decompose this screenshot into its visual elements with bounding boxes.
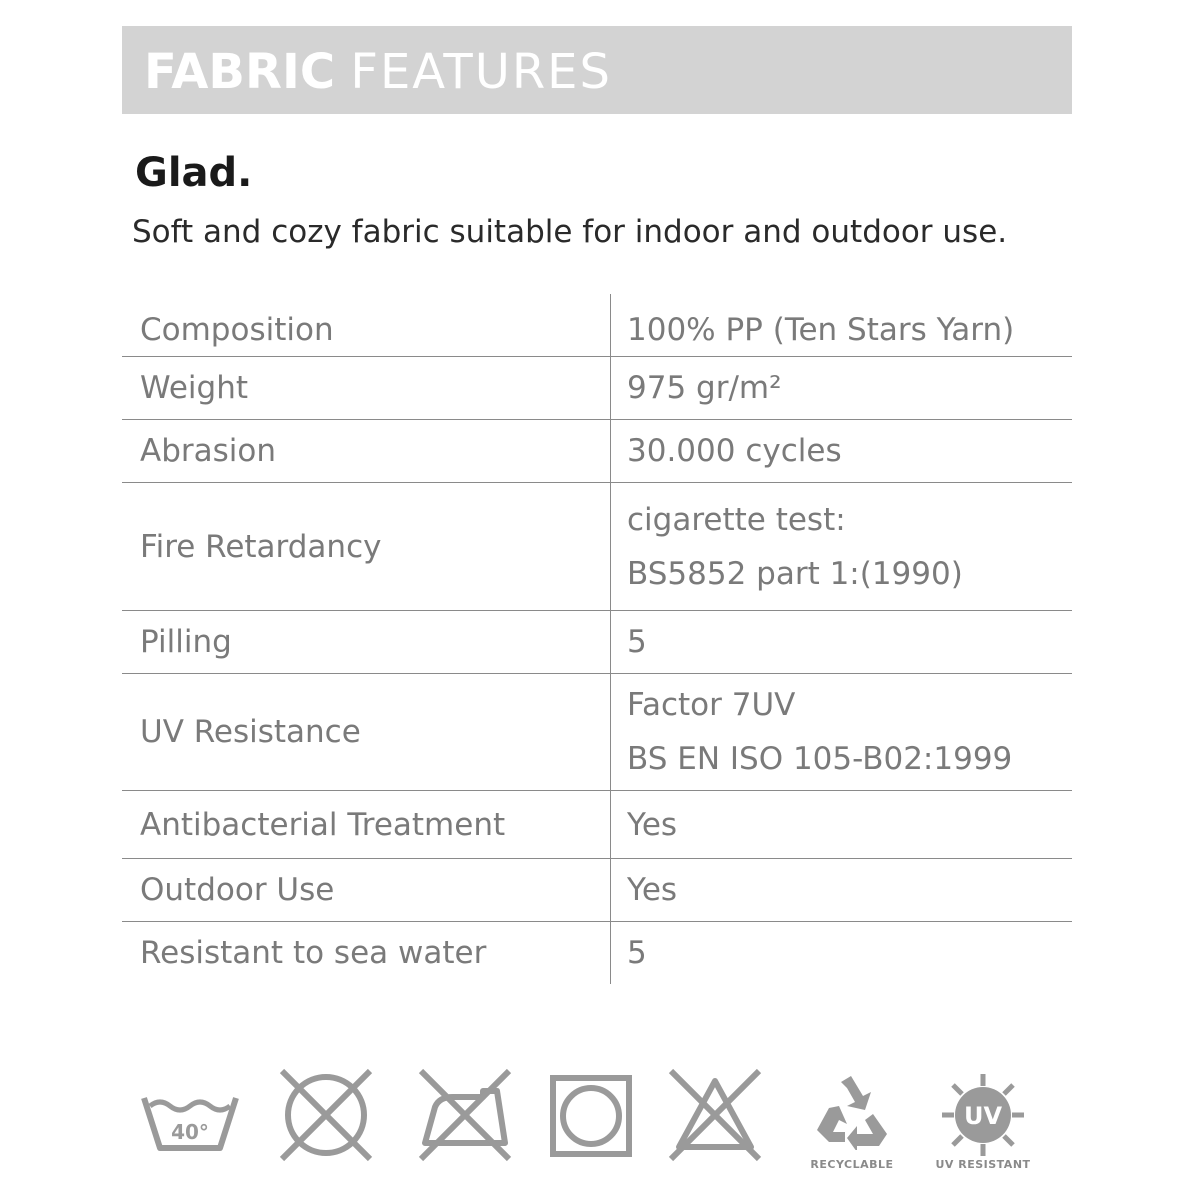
uv-text: UV: [963, 1102, 1003, 1130]
spec-label: UV Resistance: [122, 674, 611, 790]
spec-label: Antibacterial Treatment: [122, 791, 611, 858]
no-chlorine-bleach-icon: [667, 1067, 763, 1163]
spec-label: Fire Retardancy: [122, 483, 611, 610]
banner-title-bold: FABRIC: [144, 44, 336, 100]
spec-row-weight: [122, 357, 1072, 420]
spec-label: Weight: [122, 357, 611, 419]
spec-row-uv-resistance: [122, 674, 1072, 791]
no-iron-icon: [417, 1067, 513, 1163]
wash-40-icon: [140, 1092, 240, 1154]
spec-label: Composition: [122, 294, 611, 356]
spec-value: 30.000 cycles: [627, 433, 842, 469]
spec-value: 975 gr/m²: [627, 370, 782, 406]
spec-row-abrasion: [122, 420, 1072, 483]
product-description: Soft and cozy fabric suitable for indoor and outdoor use.: [132, 214, 1008, 250]
tumble-dry-icon: [549, 1074, 633, 1158]
spec-label: Abrasion: [122, 420, 611, 482]
banner-title: [144, 44, 612, 100]
spec-row-sea-water: [122, 922, 1072, 984]
banner-title-light: FEATURES: [350, 44, 612, 100]
recyclable-icon: [807, 1072, 897, 1150]
spec-value: 5: [627, 624, 647, 660]
spec-value: Yes: [627, 806, 678, 843]
recyclable-caption: RECYCLABLE: [810, 1158, 894, 1171]
product-name: Glad.: [135, 150, 253, 196]
spec-value: Factor 7UV BS EN ISO 105-B02:1999: [627, 687, 1013, 777]
spec-value: 100% PP (Ten Stars Yarn): [627, 312, 1015, 348]
spec-row-pilling: [122, 611, 1072, 674]
wash-temperature: 40°: [171, 1120, 209, 1144]
spec-value: 5: [627, 935, 647, 971]
spec-label: Resistant to sea water: [122, 922, 611, 984]
care-icons: [135, 1062, 1045, 1177]
features-banner: [122, 26, 1072, 114]
uv-resistant-icon: [940, 1072, 1026, 1158]
uv-resistant-caption: UV RESISTANT: [935, 1158, 1031, 1171]
spec-row-antibacterial: [122, 791, 1072, 859]
spec-row-outdoor-use: [122, 859, 1072, 922]
no-bleach-icon: [278, 1067, 374, 1163]
spec-value: cigarette test: BS5852 part 1:(1990): [627, 501, 963, 592]
spec-row-composition: [122, 294, 1072, 357]
spec-label: Outdoor Use: [122, 859, 611, 921]
spec-value: Yes: [627, 872, 678, 908]
spec-label: Pilling: [122, 611, 611, 673]
spec-row-fire-retardancy: [122, 483, 1072, 611]
spec-table: [122, 294, 1072, 984]
